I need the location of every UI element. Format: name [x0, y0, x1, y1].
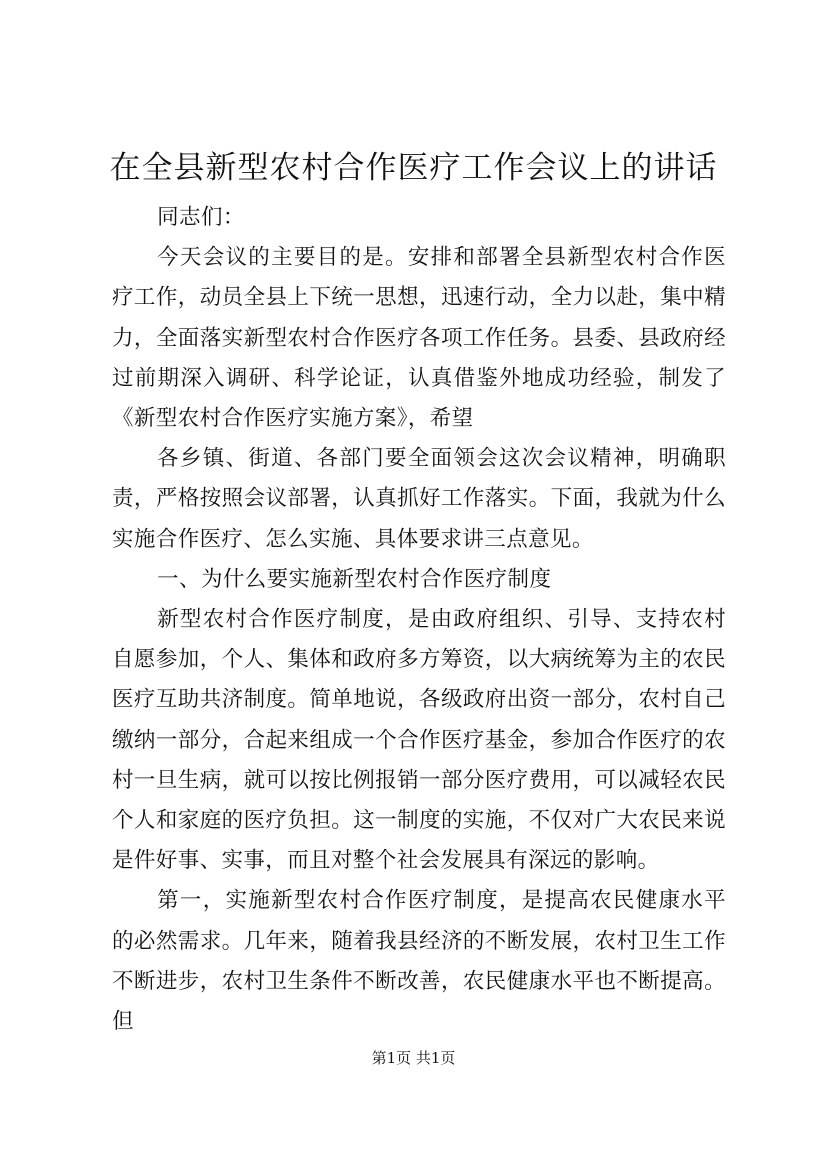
section-heading: 一、为什么要实施新型农村合作医疗制度 [157, 566, 552, 592]
document-body [112, 198, 726, 1042]
body-paragraph: 第一，实施新型农村合作医疗制度，是提高农民健康水平的必然需求。几年来，随着我县经济的不断发展，农村卫生工作不断进步，农村卫生条件不断改善，农民健康水平也不断提高。但 [112, 888, 726, 1035]
page-footer: 第1页 共1页 [371, 1049, 456, 1067]
document-title: 在全县新型农村合作医疗工作会议上的讲话 [109, 150, 718, 186]
body-paragraph: 今天会议的主要目的是。安排和部署全县新型农村合作医疗工作，动员全县上下统一思想，迅速行动，全力以赴，集中精力，全面落实新型农村合作医疗各项工作任务。县委、县政府经过前期深入调研、科学论证，认真借鉴外地成功经验，制发了《新型农村合作医疗实施方案》，希望 [112, 245, 726, 432]
body-paragraph: 新型农村合作医疗制度，是由政府组织、引导、支持农村自愿参加，个人、集体和政府多方筹资，以大病统筹为主的农民医疗互助共济制度。简单地说，各级政府出资一部分，农村自己缴纳一部分，合起来组成一个合作医疗基金，参加合作医疗的农村一旦生病，就可以按比例报销一部分医疗费用，可以减轻农民个人和家庭的医疗负担。这一制度的实施，不仅对广大农民来说是件好事、实事，而且对整个社会发展具有深远的影响。 [112, 607, 726, 874]
salutation-paragraph: 同志们： [157, 205, 245, 230]
body-paragraph: 各乡镇、街道、各部门要全面领会这次会议精神，明确职责，严格按照会议部署，认真抓好工作落实。下面，我就为什么实施合作医疗、怎么实施、具体要求讲三点意见。 [112, 446, 726, 552]
